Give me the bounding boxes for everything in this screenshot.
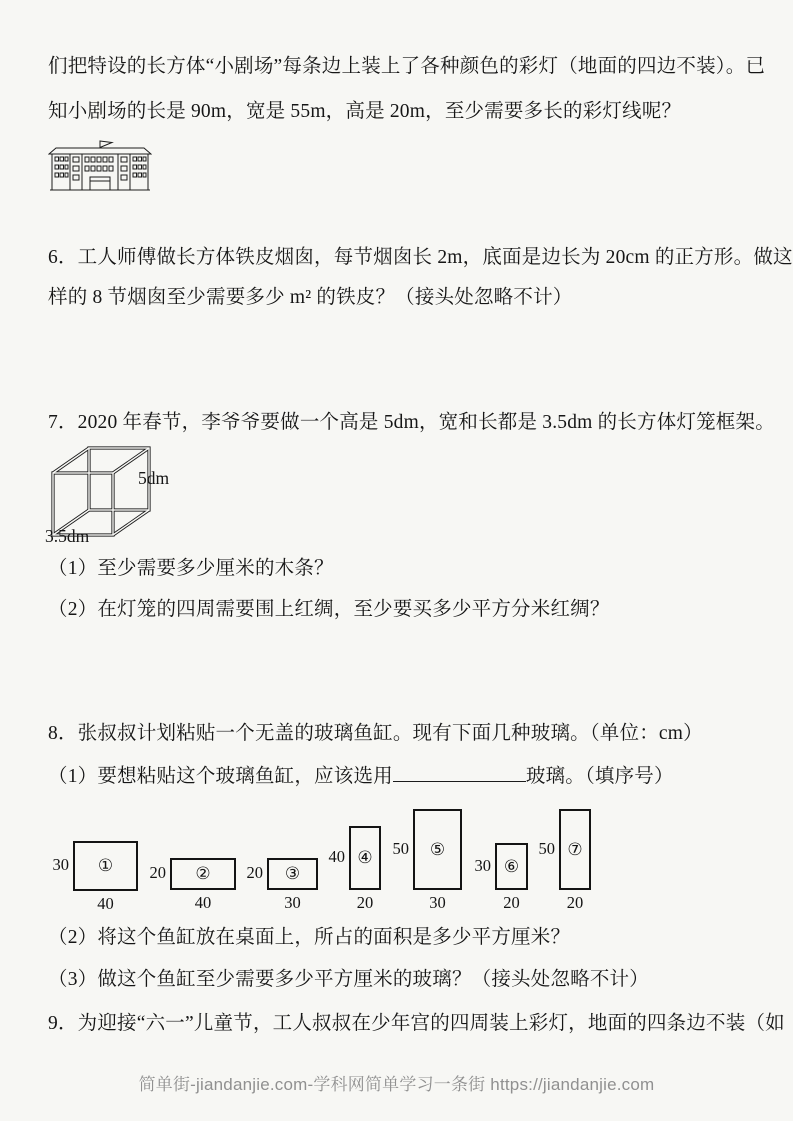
problem8-sub2: （2）将这个鱼缸放在桌面上，所占的面积是多少平方厘米？ [48, 927, 571, 948]
glass-panel-5 [413, 809, 462, 890]
footer-watermark: 简单街-jiandanjie.com-学科网简单学习一条街 https://jiandanjie.com [138, 1075, 655, 1094]
glass-panel-width-label: 20 [356, 893, 374, 912]
problem5-line1: 们把特设的长方体“小剧场”每条边上装上了各种颜色的彩灯（地面的四边不装）。已 [48, 56, 766, 77]
glass-panel-number: ④ [357, 848, 373, 867]
glass-panel-7 [559, 809, 591, 890]
problem6-line1: 6．工人师傅做长方体铁皮烟囱，每节烟囱长 2m，底面是边长为 20cm 的正方形。做这 [48, 247, 793, 268]
glass-panel-number: ⑤ [429, 839, 446, 859]
glass-panel-number: ① [97, 856, 114, 875]
problem9-line1: 9．为迎接“六一”儿童节，工人叔叔在少年宫的四周装上彩灯，地面的四条边不装（如 [48, 1013, 785, 1034]
glass-panel-number: ⑥ [503, 856, 520, 876]
school-building-icon [48, 139, 152, 191]
glass-panel-2 [170, 858, 236, 890]
glass-panel-number: ③ [284, 864, 301, 883]
glass-panel-height-label: 50 [538, 838, 555, 858]
glass-panel-height-label: 30 [474, 855, 491, 875]
glass-panel-3 [267, 858, 318, 890]
lantern-base-label: 3.5dm [45, 526, 90, 546]
problem8-sub3: （3）做这个鱼缸至少需要多少平方厘米的玻璃？（接头处忽略不计） [48, 969, 649, 990]
lantern-height-label: 5dm [138, 468, 170, 488]
problem8-line1: 8．张叔叔计划粘贴一个无盖的玻璃鱼缸。现有下面几种玻璃。（单位：cm） [48, 723, 703, 744]
glass-panel-height-label: 20 [149, 863, 166, 882]
glass-panel-1 [73, 841, 138, 891]
glass-panel-number: ⑦ [567, 839, 583, 859]
glass-panel-height-label: 40 [328, 847, 345, 866]
fill-in-blank [393, 763, 526, 782]
glass-panel-width-label: 30 [429, 893, 446, 912]
glass-panel-width-label: 30 [284, 893, 301, 912]
glass-panel-width-label: 40 [97, 894, 114, 913]
problem5-line2: 知小剧场的长是 90m，宽是 55m，高是 20m，至少需要多长的彩灯线呢？ [48, 101, 682, 122]
glass-panel-number: ② [195, 864, 211, 883]
lantern-frame-diagram [45, 441, 220, 553]
glass-panel-6 [495, 843, 528, 890]
problem7-line1: 7．2020 年春节，李爷爷要做一个高是 5dm，宽和长都是 3.5dm 的长方体灯笼框架。 [48, 412, 775, 433]
problem7-sub1: （1）至少需要多少厘米的木条？ [48, 558, 334, 579]
glass-panel-width-label: 40 [194, 893, 212, 912]
problem8-sub1-post: 玻璃。（填序号） [525, 766, 674, 787]
problem8-sub1-pre: （1）要想粘贴这个玻璃鱼缸，应该选用 [48, 766, 393, 787]
problem6-line2: 样的 8 节烟囱至少需要多少 m² 的铁皮？（接头处忽略不计） [48, 287, 573, 308]
glass-panel-height-label: 50 [392, 838, 409, 858]
problem8-sub1 [48, 763, 674, 789]
glass-panel-height-label: 20 [246, 863, 263, 882]
glass-panel-4 [349, 826, 381, 890]
glass-panel-height-label: 30 [52, 855, 69, 874]
glass-panel-width-label: 20 [566, 893, 584, 912]
glass-panel-width-label: 20 [503, 893, 520, 912]
problem7-sub2: （2）在灯笼的四周需要围上红绸，至少要买多少平方分米红绸？ [48, 599, 610, 620]
